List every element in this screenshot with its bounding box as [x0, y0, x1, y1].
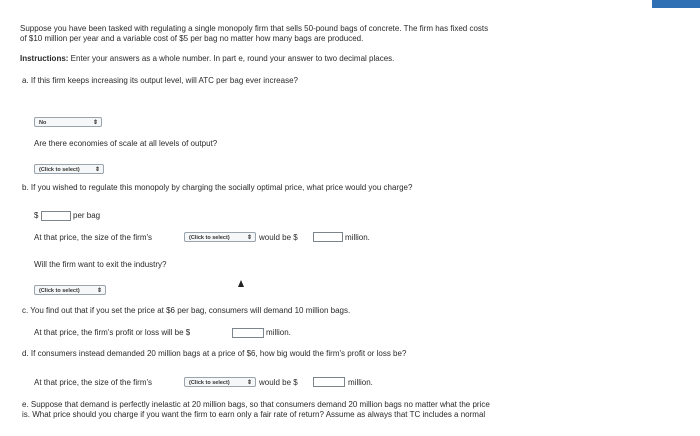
part-a-question: a. If this firm keeps increasing its output level, will ATC per bag ever increase? [22, 76, 298, 85]
part-b-price-input[interactable] [41, 211, 71, 221]
part-b-size-input[interactable] [313, 232, 343, 242]
part-d-size-prefix: At that price, the size of the firm's [34, 378, 153, 387]
part-a-followup-select[interactable] [34, 164, 104, 174]
part-c-million: million. [266, 328, 291, 337]
part-b-size-prefix: At that price, the size of the firm's [34, 233, 153, 242]
part-a-followup: Are there economies of scale at all levels of output? [34, 139, 218, 148]
chevron-updown-icon: ⇕ [96, 288, 102, 294]
part-b-size-select-value: (Click to select) [189, 235, 230, 241]
part-b-question: b. If you wished to regulate this monopoly by charging the socially optimal price, what price would you charge? [22, 183, 413, 192]
part-e-line-1: e. Suppose that demand is perfectly inelastic at 20 million bags, so that consumers demand 20 million bags no matter what the price [22, 400, 490, 409]
part-c-profit-prefix: At that price, the firm's profit or loss will be $ [34, 328, 191, 337]
part-b-exit-select-value: (Click to select) [39, 288, 80, 294]
part-b-exit-question: Will the firm want to exit the industry? [34, 260, 167, 269]
part-c-profit-input[interactable] [232, 328, 264, 338]
chevron-updown-icon: ⇕ [246, 380, 252, 386]
mouse-cursor-icon [238, 280, 244, 287]
intro-line-2: of $10 million per year and a variable cost of $5 per bag no matter how many bags are produced. [20, 34, 364, 43]
instructions [20, 54, 394, 64]
chevron-updown-icon: ⇕ [92, 120, 98, 126]
part-d-size-select-value: (Click to select) [189, 380, 230, 386]
chevron-updown-icon: ⇕ [94, 167, 100, 173]
part-e-line-2: is. What price should you charge if you want the firm to earn only a fair rate of return? Assume as always that TC includes a normal [22, 410, 486, 419]
part-a-select-value: No [39, 120, 47, 126]
part-b-dollar: $ [34, 211, 39, 220]
instructions-label: Instructions: [20, 54, 69, 63]
part-a-select[interactable] [34, 117, 102, 127]
part-d-size-input[interactable] [313, 377, 345, 387]
part-b-per-bag: per bag [73, 211, 101, 220]
part-d-million: million. [348, 378, 373, 387]
instructions-text: Enter your answers as a whole number. In part e, round your answer to two decimal places. [68, 54, 395, 63]
part-d-would-be: would be $ [259, 378, 298, 387]
part-a-followup-select-value: (Click to select) [39, 167, 80, 173]
part-d-question: d. If consumers instead demanded 20 million bags at a price of $6, how big would the firm's profit or loss be? [22, 349, 407, 358]
part-b-exit-select[interactable] [34, 285, 106, 295]
intro-line-1: Suppose you have been tasked with regulating a single monopoly firm that sells 50-pound bags of concrete. The firm has fixed costs [20, 24, 489, 33]
part-b-size-select[interactable] [184, 232, 256, 242]
part-b-would-be: would be $ [259, 233, 298, 242]
part-c-question: c. You find out that if you set the price at $6 per bag, consumers will demand 10 million bags. [22, 306, 351, 315]
part-b-million: million. [345, 233, 370, 242]
chevron-updown-icon: ⇕ [246, 235, 252, 241]
part-d-size-select[interactable] [184, 377, 256, 387]
